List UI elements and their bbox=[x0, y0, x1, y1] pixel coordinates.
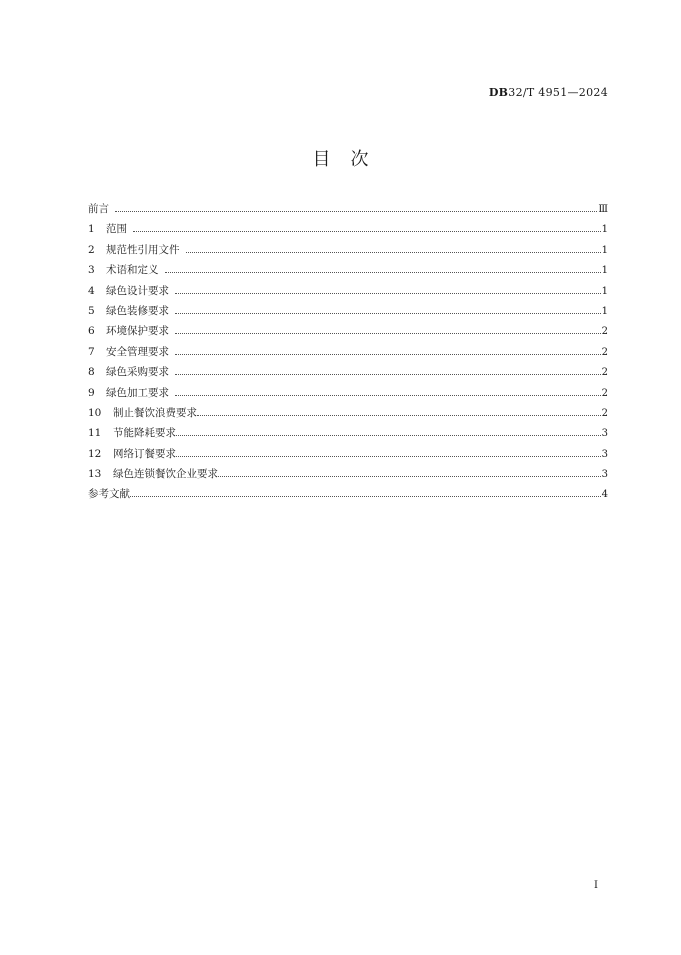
toc-entry-page: 3 bbox=[601, 469, 608, 481]
toc-entry-title: 绿色连锁餐饮企业要求 bbox=[113, 468, 218, 481]
toc-entry-page: Ⅲ bbox=[598, 204, 608, 215]
toc-entry-page: 1 bbox=[601, 244, 608, 256]
toc-entry-number: 10 bbox=[88, 406, 102, 419]
standard-code bbox=[489, 86, 608, 99]
page-number: I bbox=[594, 880, 598, 891]
toc-dot-leader bbox=[175, 354, 601, 355]
toc-entry-number: 2 bbox=[88, 243, 95, 256]
toc-entry[interactable] bbox=[88, 466, 608, 486]
toc-entry-title: 制止餐饮浪费要求 bbox=[113, 406, 197, 419]
toc-entry-page: 2 bbox=[601, 326, 608, 338]
toc-entry[interactable] bbox=[88, 221, 608, 241]
toc-entry-title: 参考文献 bbox=[88, 488, 130, 501]
toc-dot-leader bbox=[133, 231, 601, 232]
toc-entry-number: 11 bbox=[88, 427, 102, 440]
toc-entry-number: 3 bbox=[88, 264, 95, 277]
toc-dot-leader bbox=[165, 272, 601, 273]
toc-entry[interactable] bbox=[88, 201, 608, 221]
toc-entry-title: 范围 bbox=[106, 223, 127, 236]
standard-code-prefix: DB bbox=[488, 86, 509, 99]
table-of-contents bbox=[88, 201, 608, 507]
toc-dot-leader bbox=[130, 496, 601, 497]
toc-entry-page: 2 bbox=[601, 387, 608, 399]
page-title: 目次 bbox=[312, 149, 389, 170]
toc-dot-leader bbox=[175, 293, 601, 294]
toc-entry[interactable] bbox=[88, 242, 608, 262]
toc-entry-title: 节能降耗要求 bbox=[113, 427, 176, 440]
toc-entry-number: 7 bbox=[88, 345, 95, 358]
toc-entry-title: 术语和定义 bbox=[106, 264, 159, 277]
toc-entry-title: 绿色装修要求 bbox=[106, 304, 169, 317]
toc-entry-title: 规范性引用文件 bbox=[106, 243, 180, 256]
toc-entry-number: 8 bbox=[88, 366, 95, 379]
toc-entry-page: 1 bbox=[601, 285, 608, 297]
toc-entry[interactable] bbox=[88, 303, 608, 323]
toc-entry-page: 1 bbox=[601, 265, 608, 277]
toc-entry-title: 绿色设计要求 bbox=[106, 284, 169, 297]
toc-entry[interactable] bbox=[88, 364, 608, 384]
toc-dot-leader bbox=[175, 313, 601, 314]
toc-dot-leader bbox=[186, 252, 601, 253]
toc-entry[interactable] bbox=[88, 446, 608, 466]
toc-entry[interactable] bbox=[88, 385, 608, 405]
toc-entry-number: 13 bbox=[88, 468, 102, 481]
toc-dot-leader bbox=[176, 435, 601, 436]
toc-entry-title: 绿色采购要求 bbox=[106, 366, 169, 379]
toc-entry[interactable] bbox=[88, 262, 608, 282]
toc-entry[interactable] bbox=[88, 425, 608, 445]
toc-entry-page: 3 bbox=[601, 428, 608, 440]
toc-entry[interactable] bbox=[88, 283, 608, 303]
toc-entry[interactable] bbox=[88, 344, 608, 364]
toc-entry-number: 5 bbox=[88, 304, 95, 317]
toc-dot-leader bbox=[175, 374, 601, 375]
toc-entry-number: 6 bbox=[88, 325, 95, 338]
toc-dot-leader bbox=[175, 333, 601, 334]
toc-entry-number: 9 bbox=[88, 386, 95, 399]
toc-entry-page: 2 bbox=[601, 346, 608, 358]
toc-entry-page: 3 bbox=[601, 448, 608, 460]
toc-dot-leader bbox=[175, 395, 601, 396]
toc-entry-title: 前言 bbox=[88, 203, 109, 215]
toc-entry-title: 网络订餐要求 bbox=[113, 447, 176, 460]
toc-dot-leader bbox=[176, 456, 601, 457]
toc-entry[interactable] bbox=[88, 323, 608, 343]
toc-dot-leader bbox=[197, 415, 601, 416]
toc-entry-title: 环境保护要求 bbox=[106, 325, 169, 338]
toc-entry[interactable] bbox=[88, 405, 608, 425]
toc-dot-leader bbox=[218, 476, 601, 477]
toc-entry-page: 2 bbox=[601, 367, 608, 379]
toc-entry-page: 4 bbox=[601, 489, 608, 501]
toc-entry-number: 4 bbox=[88, 284, 95, 297]
toc-entry-number: 1 bbox=[88, 223, 95, 236]
standard-code-number: 32/T 4951—2024 bbox=[508, 86, 608, 99]
toc-entry-title: 绿色加工要求 bbox=[106, 386, 169, 399]
toc-entry[interactable] bbox=[88, 486, 608, 506]
toc-dot-leader bbox=[115, 211, 597, 212]
toc-entry-page: 2 bbox=[601, 407, 608, 419]
toc-entry-page: 1 bbox=[601, 305, 608, 317]
toc-entry-number: 12 bbox=[88, 447, 102, 460]
toc-entry-page: 1 bbox=[601, 224, 608, 236]
toc-entry-title: 安全管理要求 bbox=[106, 345, 169, 358]
